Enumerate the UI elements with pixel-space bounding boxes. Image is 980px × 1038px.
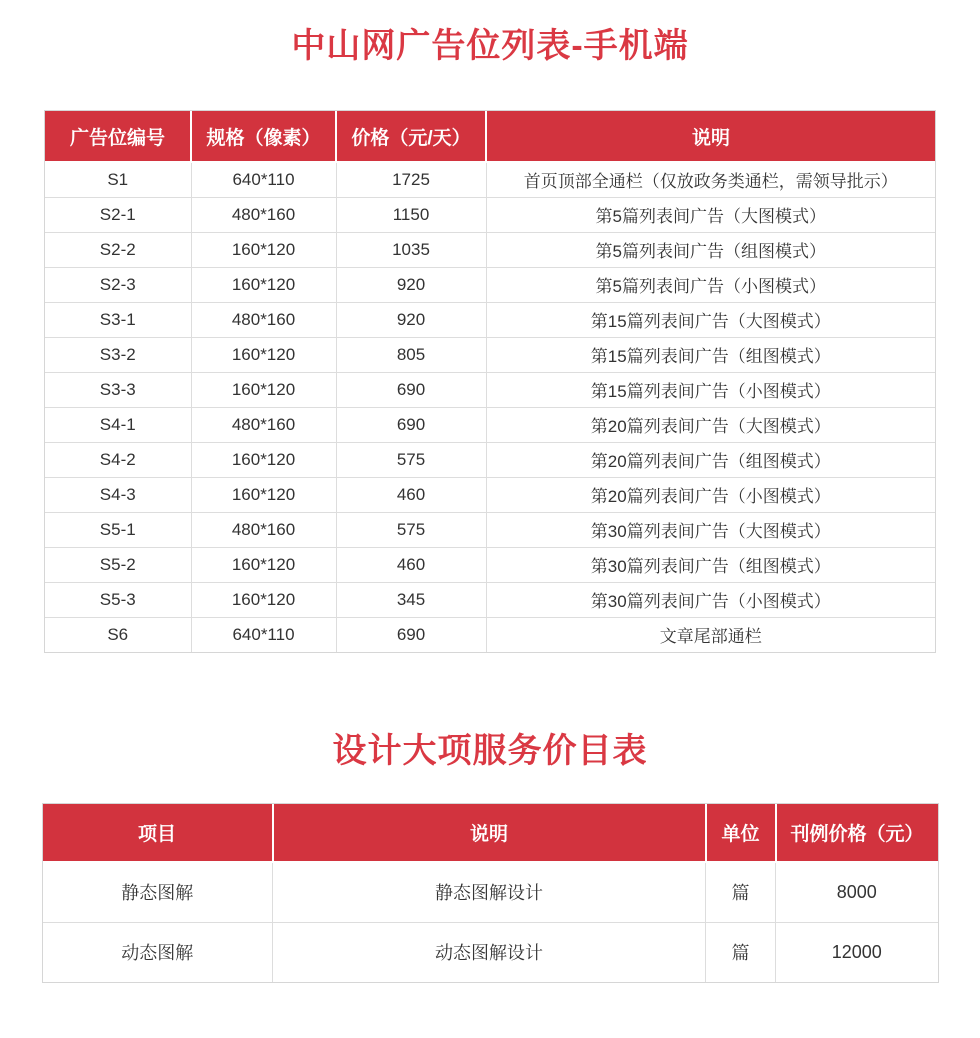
mobile-ads-table-title: 中山网广告位列表-手机端 (291, 27, 689, 65)
table-cell: 篇 (706, 922, 776, 982)
table-cell: S5-2 (45, 547, 191, 582)
table-cell: S5-3 (45, 582, 191, 617)
table-row (45, 617, 935, 652)
table-cell: S4-3 (45, 477, 191, 512)
table-row (45, 407, 935, 442)
table-cell: 480*160 (191, 197, 336, 232)
table-cell: 345 (336, 582, 486, 617)
column-header: 广告位编号 (45, 111, 191, 162)
table-cell: S2-1 (45, 197, 191, 232)
column-header: 单位 (706, 804, 776, 862)
table-cell: 160*120 (191, 477, 336, 512)
table-cell: 第15篇列表间广告（组图模式） (486, 337, 935, 372)
table-row (45, 372, 935, 407)
table-cell: 第20篇列表间广告（大图模式） (486, 407, 935, 442)
table-cell: 第5篇列表间广告（小图模式） (486, 267, 935, 302)
mobile-ads-table (45, 111, 935, 652)
table-cell: 第30篇列表间广告（组图模式） (486, 547, 935, 582)
table-cell: 动态图解 (43, 922, 273, 982)
table-cell: 160*120 (191, 337, 336, 372)
table-cell: 575 (336, 512, 486, 547)
table-cell: S5-1 (45, 512, 191, 547)
table-cell: 第30篇列表间广告（小图模式） (486, 582, 935, 617)
table-cell: 640*110 (191, 162, 336, 197)
table-cell: S3-3 (45, 372, 191, 407)
table-cell: 第5篇列表间广告（大图模式） (486, 197, 935, 232)
table-cell: 460 (336, 477, 486, 512)
table-cell: 首页顶部全通栏（仅放政务类通栏，需领导批示） (486, 162, 935, 197)
table-cell: 920 (336, 267, 486, 302)
table-cell: S1 (45, 162, 191, 197)
table-cell: 160*120 (191, 442, 336, 477)
table-cell: 160*120 (191, 232, 336, 267)
table-cell: 动态图解设计 (273, 922, 706, 982)
table-row (45, 337, 935, 372)
table-cell: 文章尾部通栏 (486, 617, 935, 652)
table-row (45, 267, 935, 302)
table-cell: 第5篇列表间广告（组图模式） (486, 232, 935, 267)
table-cell: S6 (45, 617, 191, 652)
table-cell: 第15篇列表间广告（小图模式） (486, 372, 935, 407)
table-cell: 160*120 (191, 267, 336, 302)
table-cell: S3-1 (45, 302, 191, 337)
table-cell: 1035 (336, 232, 486, 267)
table-cell: 第30篇列表间广告（大图模式） (486, 512, 935, 547)
table-cell: 690 (336, 617, 486, 652)
table-cell: 1150 (336, 197, 486, 232)
table-cell: 480*160 (191, 512, 336, 547)
table-cell: 480*160 (191, 302, 336, 337)
column-header: 项目 (43, 804, 273, 862)
table-cell: 690 (336, 372, 486, 407)
table-cell: 160*120 (191, 582, 336, 617)
table-row (45, 232, 935, 267)
table-row (43, 922, 938, 982)
column-header: 价格（元/天） (336, 111, 486, 162)
table-row (45, 512, 935, 547)
table-row (45, 582, 935, 617)
table-cell: 12000 (776, 922, 938, 982)
mobile-ads-table-container (44, 110, 936, 653)
table-cell: 920 (336, 302, 486, 337)
table-row (45, 302, 935, 337)
table-cell: 第20篇列表间广告（组图模式） (486, 442, 935, 477)
table-cell: 480*160 (191, 407, 336, 442)
table-cell: 8000 (776, 862, 938, 922)
table-row (45, 547, 935, 582)
column-header: 说明 (273, 804, 706, 862)
design-services-table-title: 设计大项服务价目表 (332, 732, 648, 770)
table-cell: 160*120 (191, 547, 336, 582)
table-row (43, 862, 938, 922)
table-cell: S3-2 (45, 337, 191, 372)
table-cell: S4-1 (45, 407, 191, 442)
table-cell: 575 (336, 442, 486, 477)
table-cell: 静态图解设计 (273, 862, 706, 922)
table-row (45, 197, 935, 232)
column-header: 说明 (486, 111, 935, 162)
table-cell: S2-3 (45, 267, 191, 302)
table-row (45, 162, 935, 197)
table-cell: 690 (336, 407, 486, 442)
design-services-header-row (43, 804, 938, 862)
table-cell: 805 (336, 337, 486, 372)
table-cell: S4-2 (45, 442, 191, 477)
column-header: 刊例价格（元） (776, 804, 938, 862)
mobile-ads-header-row (45, 111, 935, 162)
table-cell: 640*110 (191, 617, 336, 652)
design-services-table (43, 804, 938, 982)
table-cell: 1725 (336, 162, 486, 197)
column-header: 规格（像素） (191, 111, 336, 162)
table-cell: 160*120 (191, 372, 336, 407)
table-row (45, 442, 935, 477)
table-cell: S2-2 (45, 232, 191, 267)
table-cell: 第15篇列表间广告（大图模式） (486, 302, 935, 337)
table-cell: 静态图解 (43, 862, 273, 922)
table-cell: 第20篇列表间广告（小图模式） (486, 477, 935, 512)
design-services-table-container (42, 803, 939, 983)
table-cell: 篇 (706, 862, 776, 922)
table-cell: 460 (336, 547, 486, 582)
table-row (45, 477, 935, 512)
